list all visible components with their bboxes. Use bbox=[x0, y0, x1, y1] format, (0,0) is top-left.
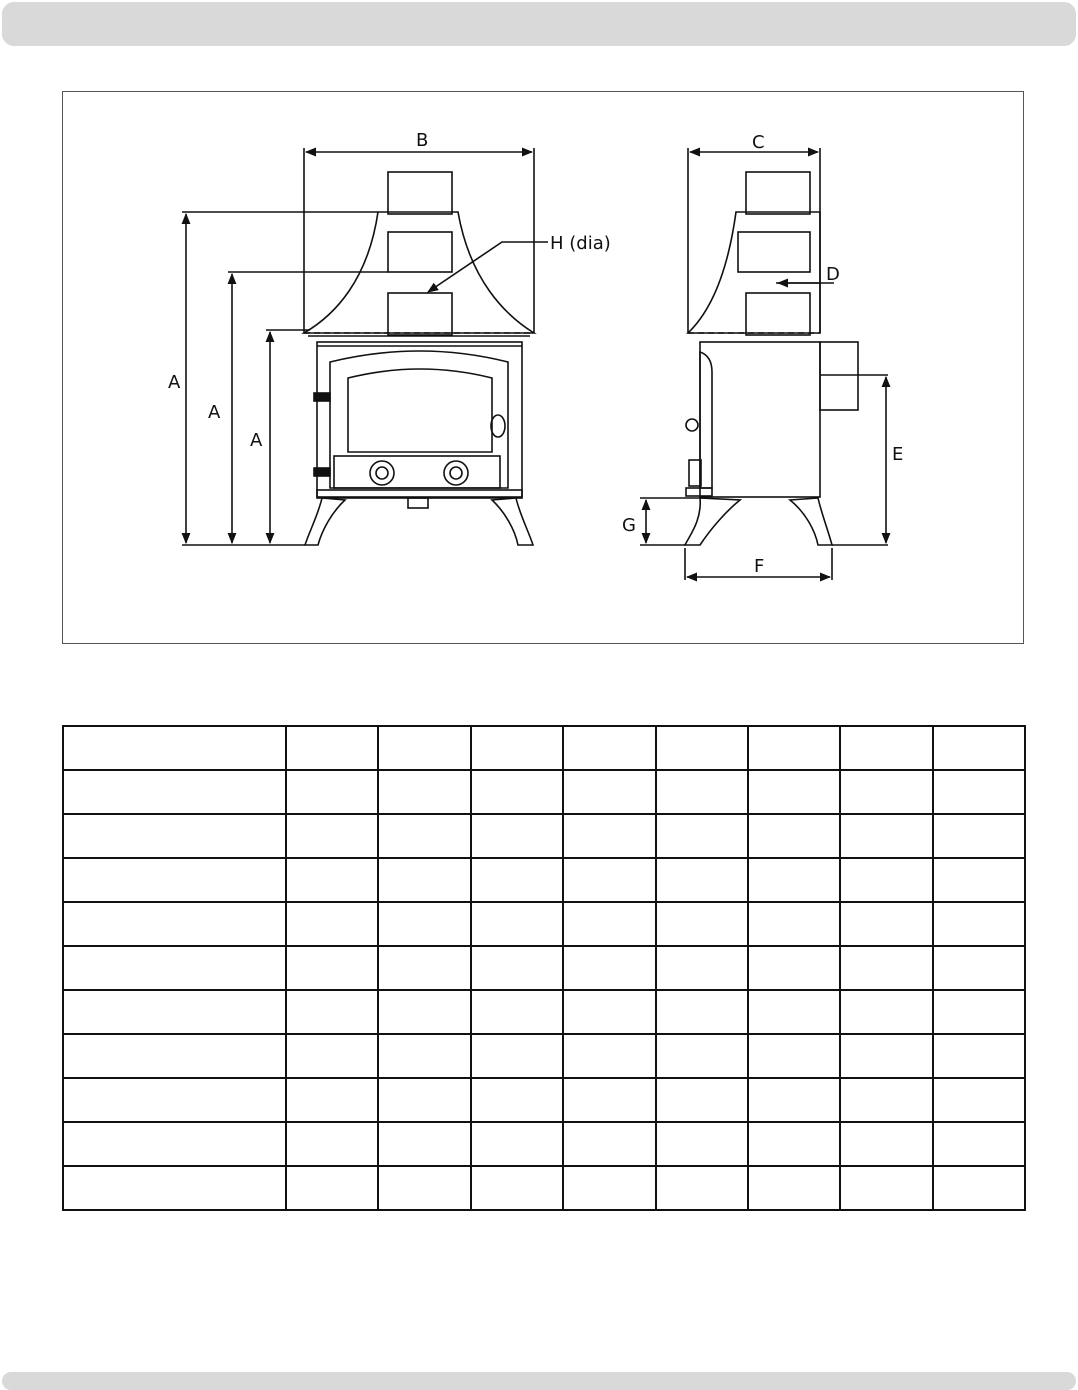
label-d: D bbox=[826, 264, 840, 285]
table-cell bbox=[748, 1078, 840, 1122]
table-cell bbox=[748, 1122, 840, 1166]
air-control-left bbox=[370, 461, 394, 485]
table-cell bbox=[563, 1078, 655, 1122]
table-cell bbox=[933, 726, 1025, 770]
table-cell bbox=[656, 814, 748, 858]
table-cell bbox=[656, 1078, 748, 1122]
table-cell bbox=[563, 1122, 655, 1166]
table-cell bbox=[286, 726, 378, 770]
table-row bbox=[63, 990, 1025, 1034]
leg-right bbox=[492, 498, 533, 545]
table-cell bbox=[748, 770, 840, 814]
table-row bbox=[63, 1078, 1025, 1122]
table-cell bbox=[840, 990, 932, 1034]
table-cell bbox=[933, 1122, 1025, 1166]
table-row bbox=[63, 1166, 1025, 1210]
hinge-top bbox=[314, 393, 330, 401]
label-e: E bbox=[892, 444, 904, 465]
table-row bbox=[63, 858, 1025, 902]
table-cell bbox=[563, 990, 655, 1034]
label-b: B bbox=[416, 130, 429, 151]
table-cell bbox=[471, 1078, 563, 1122]
label-c: C bbox=[752, 132, 765, 153]
row-header-cell bbox=[63, 1166, 286, 1210]
table-cell bbox=[748, 1034, 840, 1078]
table-cell bbox=[933, 1034, 1025, 1078]
table-cell bbox=[378, 1166, 470, 1210]
table-cell bbox=[378, 1078, 470, 1122]
dimensions-table bbox=[62, 725, 1026, 1211]
row-header-cell bbox=[63, 946, 286, 990]
table-cell bbox=[748, 726, 840, 770]
table-row bbox=[63, 1122, 1025, 1166]
table-cell bbox=[471, 726, 563, 770]
table-cell bbox=[286, 814, 378, 858]
table-cell bbox=[656, 726, 748, 770]
table-cell bbox=[286, 1078, 378, 1122]
row-header-cell bbox=[63, 1122, 286, 1166]
table-cell bbox=[471, 814, 563, 858]
flue-collar-middle bbox=[388, 232, 452, 272]
label-f: F bbox=[754, 556, 765, 577]
row-header-cell bbox=[63, 858, 286, 902]
rear-outlet bbox=[820, 342, 858, 410]
table-cell bbox=[286, 1166, 378, 1210]
table-cell bbox=[286, 770, 378, 814]
side-leg-front bbox=[685, 498, 740, 545]
table-cell bbox=[933, 858, 1025, 902]
table-cell bbox=[840, 814, 932, 858]
table-cell bbox=[471, 1122, 563, 1166]
row-header-cell bbox=[63, 990, 286, 1034]
table-cell bbox=[748, 990, 840, 1034]
table-cell bbox=[933, 1078, 1025, 1122]
table-cell bbox=[378, 1122, 470, 1166]
front-view bbox=[182, 148, 548, 545]
table-cell bbox=[840, 1122, 932, 1166]
table-cell bbox=[286, 990, 378, 1034]
side-leg-rear bbox=[790, 498, 832, 545]
label-g: G bbox=[622, 515, 636, 536]
table-cell bbox=[933, 770, 1025, 814]
table-cell bbox=[286, 902, 378, 946]
table-cell bbox=[840, 1078, 932, 1122]
table-cell bbox=[563, 1166, 655, 1210]
table-cell bbox=[933, 814, 1025, 858]
table-cell bbox=[471, 770, 563, 814]
table-row bbox=[63, 726, 1025, 770]
table-cell bbox=[748, 946, 840, 990]
table-cell bbox=[933, 946, 1025, 990]
row-header-cell bbox=[63, 1078, 286, 1122]
table-cell bbox=[471, 946, 563, 990]
table-cell bbox=[378, 770, 470, 814]
table-cell bbox=[378, 1034, 470, 1078]
table-row bbox=[63, 1034, 1025, 1078]
table-cell bbox=[563, 858, 655, 902]
row-header-cell bbox=[63, 1034, 286, 1078]
table-cell bbox=[471, 990, 563, 1034]
table-cell bbox=[286, 858, 378, 902]
row-header-cell bbox=[63, 770, 286, 814]
table-cell bbox=[286, 946, 378, 990]
table-row bbox=[63, 814, 1025, 858]
table-cell bbox=[378, 858, 470, 902]
table-cell bbox=[563, 770, 655, 814]
side-view bbox=[640, 148, 888, 580]
flue-collar-bottom bbox=[388, 293, 452, 335]
table-cell bbox=[748, 902, 840, 946]
table-cell bbox=[378, 946, 470, 990]
label-a-middle: A bbox=[208, 402, 221, 423]
air-control-right bbox=[444, 461, 468, 485]
side-flue-collar-middle bbox=[738, 232, 810, 272]
table-cell bbox=[840, 726, 932, 770]
table-cell bbox=[656, 770, 748, 814]
table-cell bbox=[840, 902, 932, 946]
table-cell bbox=[933, 902, 1025, 946]
table-row bbox=[63, 946, 1025, 990]
table-cell bbox=[471, 1166, 563, 1210]
side-flue-collar-bottom bbox=[746, 293, 810, 335]
table-cell bbox=[378, 990, 470, 1034]
label-a-outer: A bbox=[168, 372, 181, 393]
table-cell bbox=[748, 858, 840, 902]
table-cell bbox=[378, 726, 470, 770]
row-header-cell bbox=[63, 726, 286, 770]
leg-left bbox=[305, 498, 345, 545]
table-cell bbox=[378, 902, 470, 946]
label-a-inner: A bbox=[250, 430, 263, 451]
table-cell bbox=[563, 814, 655, 858]
table-cell bbox=[378, 814, 470, 858]
table-cell bbox=[933, 990, 1025, 1034]
table-row bbox=[63, 770, 1025, 814]
table-cell bbox=[563, 1034, 655, 1078]
table-cell bbox=[286, 1034, 378, 1078]
table-cell bbox=[840, 858, 932, 902]
table-cell bbox=[840, 1034, 932, 1078]
table-cell bbox=[471, 858, 563, 902]
flue-collar-top bbox=[388, 172, 452, 214]
row-header-cell bbox=[63, 902, 286, 946]
row-header-cell bbox=[63, 814, 286, 858]
table-cell bbox=[933, 1166, 1025, 1210]
door-handle bbox=[491, 415, 505, 437]
table-cell bbox=[840, 946, 932, 990]
table-cell bbox=[748, 814, 840, 858]
table-cell bbox=[656, 1166, 748, 1210]
hinge-bottom bbox=[314, 468, 330, 476]
table-cell bbox=[748, 1166, 840, 1210]
table-cell bbox=[563, 902, 655, 946]
table-cell bbox=[656, 858, 748, 902]
table-cell bbox=[563, 946, 655, 990]
table-cell bbox=[656, 946, 748, 990]
table-cell bbox=[840, 770, 932, 814]
table-cell bbox=[563, 726, 655, 770]
table-cell bbox=[656, 990, 748, 1034]
side-body bbox=[700, 342, 820, 497]
table-cell bbox=[286, 1122, 378, 1166]
footer-bar bbox=[2, 1372, 1076, 1390]
table-cell bbox=[840, 1166, 932, 1210]
door-frame bbox=[330, 351, 508, 488]
label-h-dia: H (dia) bbox=[550, 233, 611, 254]
table-cell bbox=[656, 1122, 748, 1166]
side-flue-collar-top bbox=[746, 172, 810, 214]
table-cell bbox=[471, 902, 563, 946]
table-cell bbox=[656, 902, 748, 946]
table-row bbox=[63, 902, 1025, 946]
table-cell bbox=[471, 1034, 563, 1078]
table-cell bbox=[656, 1034, 748, 1078]
glass-window bbox=[348, 369, 492, 452]
